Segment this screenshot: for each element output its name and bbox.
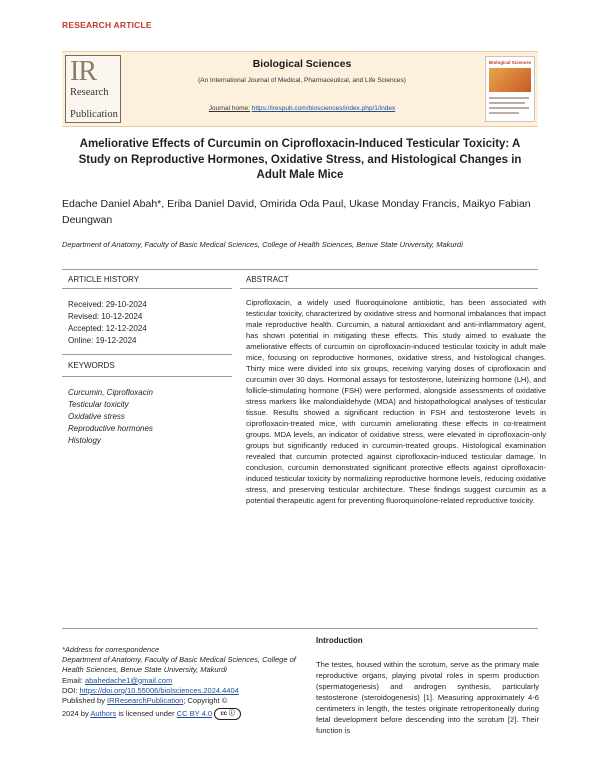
logo-word-research: Research [70,87,109,98]
divider [62,288,232,289]
cover-text-line [489,107,529,109]
journal-cover-image [485,56,535,122]
copyright-text: ; Copyright © [183,696,228,706]
online-date: Online: 19-12-2024 [68,336,137,345]
cover-title: Biological Sciences [489,60,532,65]
keyword-item: Histology [68,436,101,445]
cover-text-line [489,102,525,104]
correspondence-address: Department of Anatomy, Faculty of Basic Medical Sciences, College of Health Sciences, Benue State University, Makurdi [62,655,296,675]
logo-word-publication: Publication [70,109,118,120]
license-year: 2024 by [62,709,89,719]
publisher-logo [65,55,121,123]
keywords-heading: KEYWORDS [68,361,115,370]
journal-home [132,105,472,112]
journal-header [62,51,538,127]
logo-ir-text: IR [70,56,96,87]
correspondence-block [62,645,302,720]
keyword-item: Reproductive hormones [68,424,153,433]
cover-text-line [489,97,529,99]
doi-link[interactable]: https://doi.org/10.55006/biolsciences.2024.4404 [79,685,239,695]
cover-text-line [489,112,519,114]
journal-home-link[interactable]: https://irespub.com/biosciences/index.php/1/index [251,105,396,112]
license-text: is licensed under [118,709,175,719]
correspondence-label: *Address for correspondence [62,645,160,654]
article-title: Ameliorative Effects of Curcumin on Ciprofloxacin-Induced Testicular Toxicity: A Study on Reproductive Hormones, Oxidative Stress, and Histological Changes in Adult Male Mice [78,138,522,181]
cover-graphic [489,68,531,92]
introduction-heading: Introduction [316,636,363,645]
abstract-heading: ABSTRACT [246,275,289,284]
article-type-label: RESEARCH ARTICLE [62,20,152,30]
author-affiliation: Department of Anatomy, Faculty of Basic Medical Sciences, College of Health Sciences, Benue State University, Makurdi [62,240,463,249]
received-date: Received: 29-10-2024 [68,300,147,309]
divider [62,354,232,355]
journal-subtitle: (An International Journal of Medical, Pharmaceutical, and Life Sciences) [198,77,406,84]
keyword-item: Curcumin, Ciprofloxacin [68,388,153,397]
author-list: Edache Daniel Abah*, Eriba Daniel David, Omirida Oda Paul, Ukase Monday Francis, Maikyo Fabian Deungwan [62,198,531,226]
email-line [62,676,302,686]
publisher-link[interactable]: IRResearchPublication [107,696,184,706]
introduction-text: The testes, housed within the scrotum, serve as the primary male reproductive organs, playing pivotal roles in sperm production (spermatogenesis) and androgen synthesis, particularly testosterone (steroidogenesis) [1]. Measuring approximately 4-6 centimeters in length, the testes originate retroperitoneally during fetal development before descending into the scrotum [2]. Their function is [316,660,539,735]
license-link[interactable]: CC BY 4.0 [176,709,213,719]
divider [62,628,538,629]
published-by-label: Published by [62,696,105,706]
cc-license-icon[interactable]: cc ⓘ [214,708,241,720]
email-label: Email: [62,675,83,685]
authors-link[interactable]: Authors [90,709,117,719]
revised-date: Revised: 10-12-2024 [68,312,143,321]
keyword-item: Oxidative stress [68,412,125,421]
doi-line [62,686,302,696]
divider [62,376,232,377]
publisher-line [62,696,302,706]
divider [240,288,538,289]
journal-home-label: Journal home: [208,105,250,112]
article-history-heading: ARTICLE HISTORY [68,275,140,284]
divider [62,269,538,270]
keyword-item: Testicular toxicity [68,400,129,409]
journal-name: Biological Sciences [252,58,352,70]
doi-label: DOI: [62,685,78,695]
email-link[interactable]: abahedache1@gmail.com [84,675,173,685]
license-line [62,708,302,720]
abstract-text: Ciprofloxacin, a widely used fluoroquinolone antibiotic, has been associated with testicular toxicity, characterized by oxidative stress and hormonal imbalances that impact male reproductive health. Curcumin, a natural antioxidant and anti-inflammatory agent, has shown potential in mitigating these effects. This study aimed to evaluate the ameliorative effects of curcumin on ciprofloxacin-induced testicular toxicity in adult male mice, focusing on reproductive hormones, oxidative stress, and histological changes. Thirty mice were divided into six groups, receiving varying doses of ciprofloxacin and curcumin over 30 days. Hormonal assays for testosterone, luteinizing hormone (LH), and follicle-stimulating hormone (FSH) were performed, alongside assessments of oxidative stress markers like malondialdehyde (MDA) and histopathological analyses of testicular tissue. Results showed a significant reduction in FSH and testosterone levels in ciprofloxacin-treated mice, with curcumin ameliorating these effects in co-treatment groups. MDA levels, an indicator of oxidative stress, were elevated in ciprofloxacin-only groups but significantly reduced in curcumin-treated groups. Histological examination revealed that curcumin protected against ciprofloxacin-induced testicular damage. In conclusion, curcumin demonstrated significant protective effects against ciprofloxacin-induced testicular toxicity by normalizing reproductive hormone levels, reducing oxidative stress, and preserving testicular architecture. These findings suggest curcumin as a potential therapeutic agent for preventing fluoroquinolone-related reproductive toxicity. [246,298,546,505]
accepted-date: Accepted: 12-12-2024 [68,324,147,333]
